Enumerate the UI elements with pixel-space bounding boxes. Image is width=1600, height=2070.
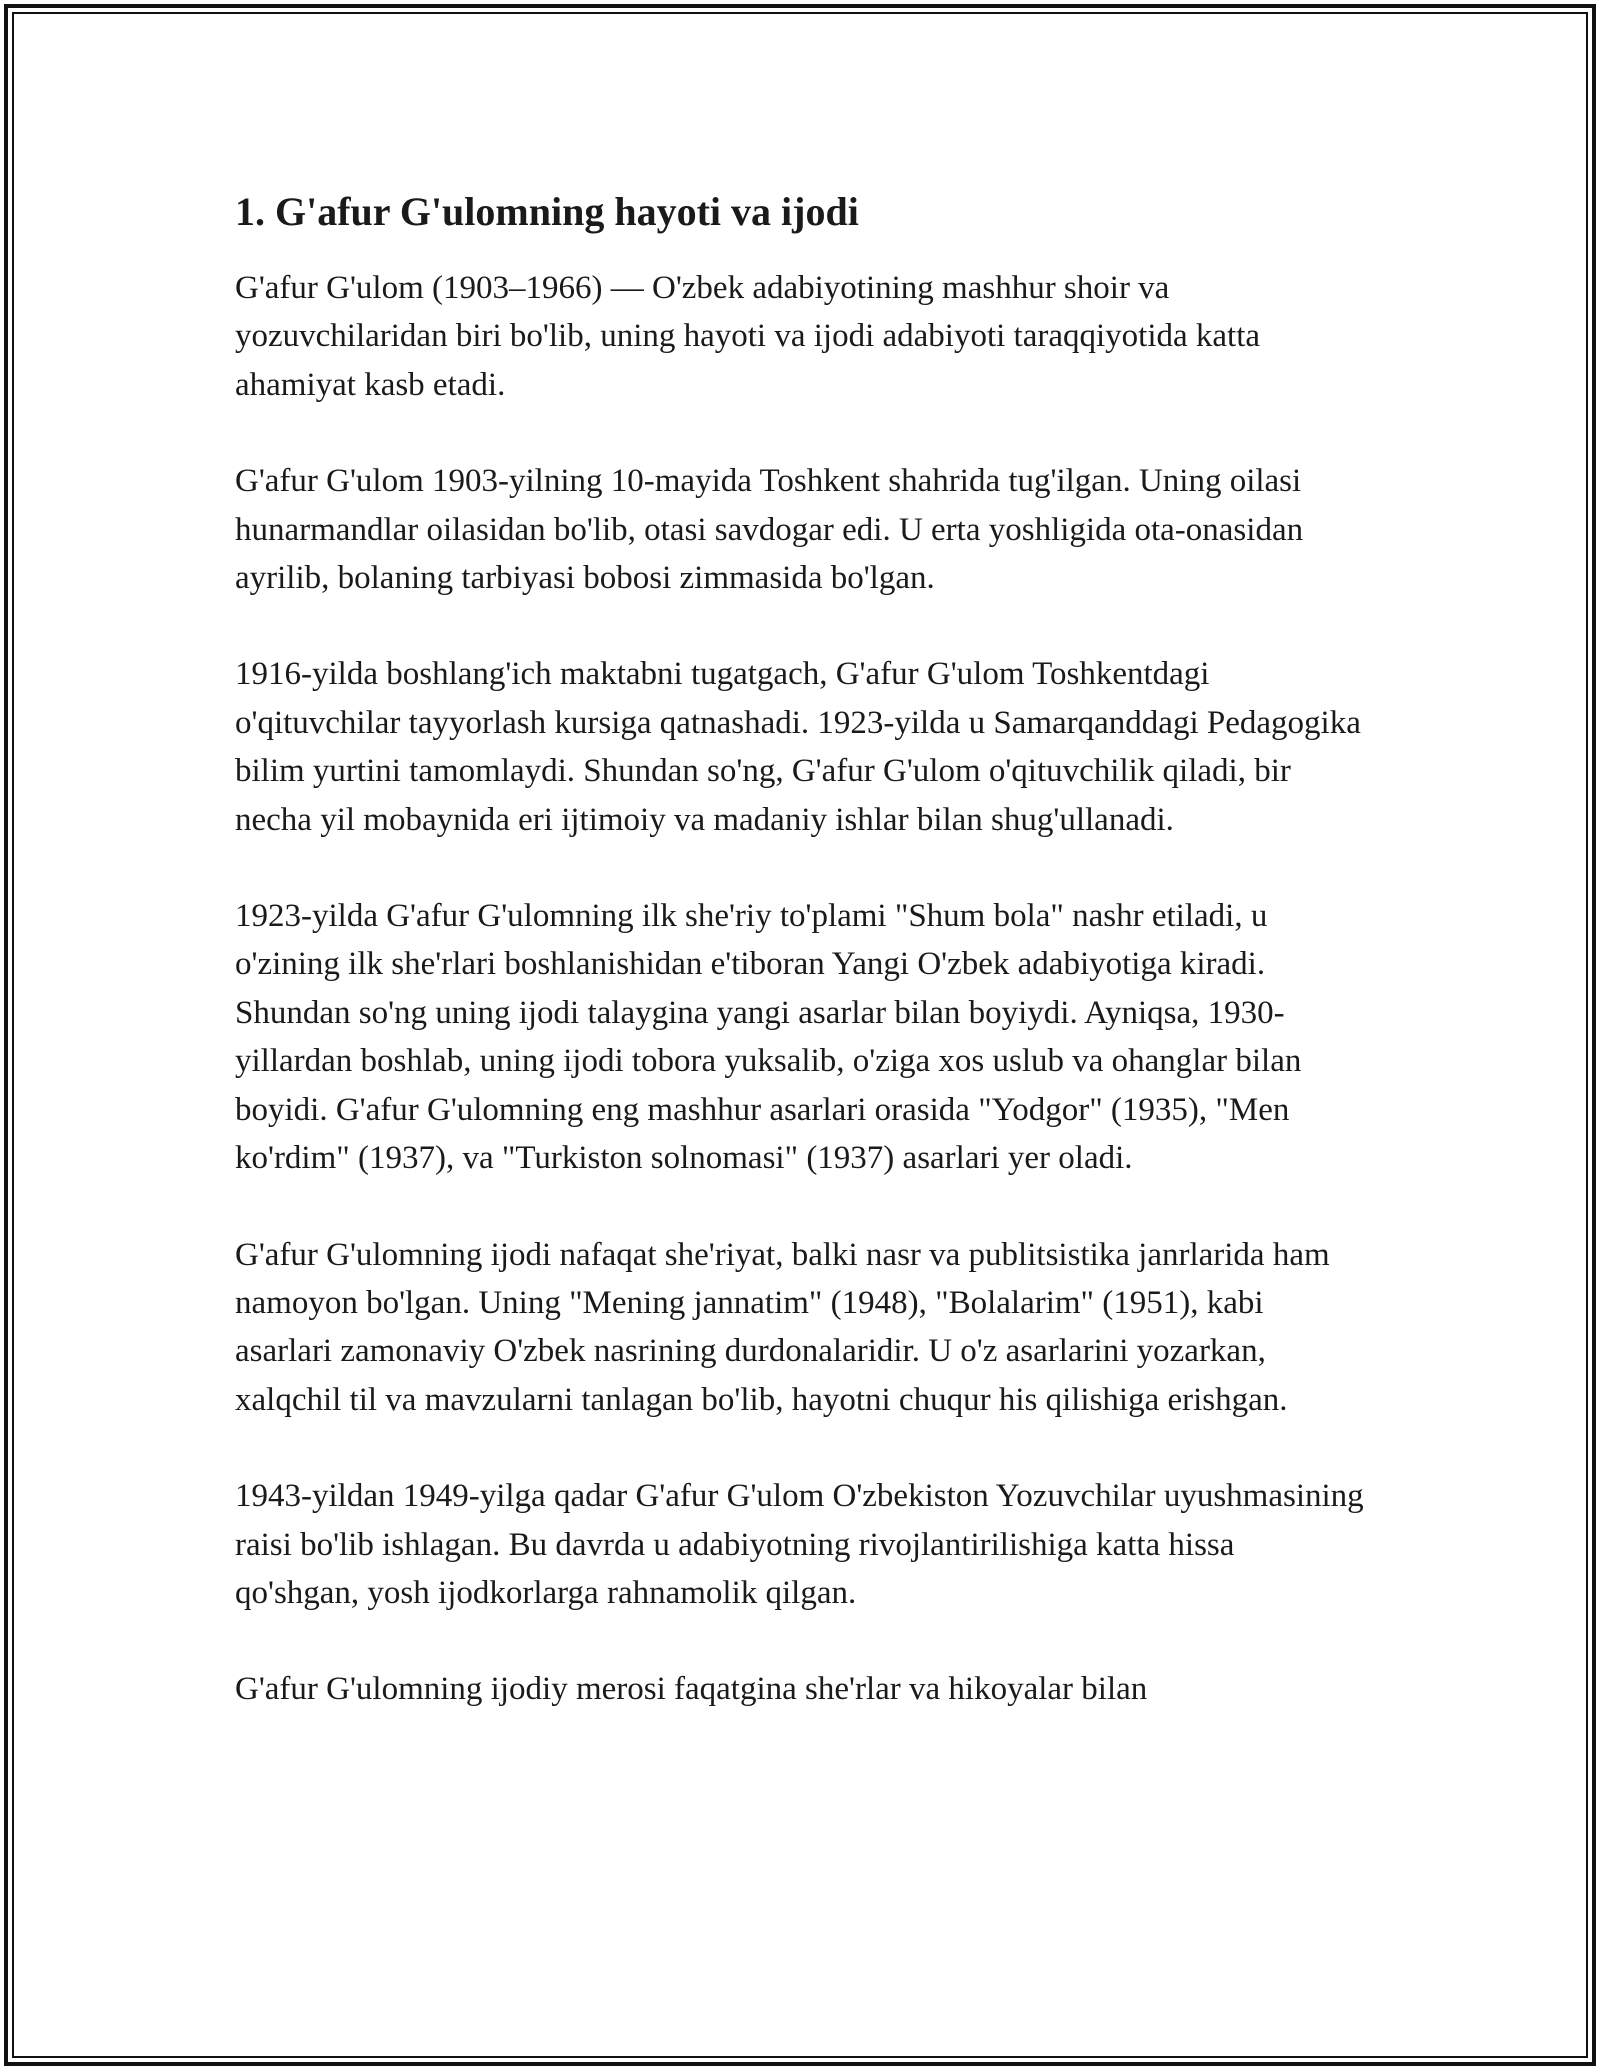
paragraph-legacy: G'afur G'ulomning ijodiy merosi faqatgina she'rlar va hikoyalar bilan xyxy=(235,1671,1148,1708)
paragraph-union: 1943-yildan 1949-yilga qadar G'afur G'ulom O'zbekiston Yozuvchilar uyushmasining raisi bo'lib ishlagan. Bu davrda u adabiyotning rivojlantirilishiga katta hissa qo'shgan, yosh ijodkorlarga rahnamolik qilgan. xyxy=(235,1478,1364,1611)
paragraph-prose: G'afur G'ulomning ijodi nafaqat she'riyat, balki nasr va publitsistika janrlarida ham namoyon bo'lgan. Uning "Mening jannatim" (1948), "Bolalarim" (1951), kabi asarlari zamonaviy O'zbek nasrining durdonalaridir. U o'z asarlarini yozarkan, xalqchil til va mavzularni tanlagan bo'lib, hayotni chuqur his qilishiga erishgan. xyxy=(235,1236,1330,1418)
paragraph-first-works: 1923-yilda G'afur G'ulomning ilk she'riy to'plami "Shum bola" nashr etiladi, u o'zining ilk she'rlari boshlanishidan e'tiboran Yangi O'zbek adabiyotiga kiradi. Shundan so'ng uning ijodi talaygina yangi asarlar bilan boyiydi. Ayniqsa, 1930-yillardan boshlab, uning ijodi tobora yuksalib, o'ziga xos uslub va ohanglar bilan boyidi. G'afur G'ulomning eng mashhur asarlari orasida "Yodgor" (1935), "Men ko'rdim" (1937), va "Turkiston solnomasi" (1937) asarlari yer oladi. xyxy=(235,898,1302,1177)
paragraph-education: 1916-yilda boshlang'ich maktabni tugatgach, G'afur G'ulom Toshkentdagi o'qituvchilar tayyorlash kursiga qatnashadi. 1923-yilda u Samarqanddagi Pedagogika bilim yurtini tamomlaydi. Shundan so'ng, G'afur G'ulom o'qituvchilik qiladi, bir necha yil mobaynida eri ijtimoiy va madaniy ishlar bilan shug'ullanadi. xyxy=(235,656,1361,838)
section-heading: 1. G'afur G'ulomning hayoti va ijodi xyxy=(235,189,859,234)
paragraph-birth: G'afur G'ulom 1903-yilning 10-mayida Toshkent shahrida tug'ilgan. Uning oilasi hunarmandlar oilasidan bo'lib, otasi savdogar edi. U erta yoshligida ota-onasidan ayrilib, bolaning tarbiyasi bobosi zimmasida bo'lgan. xyxy=(235,463,1304,597)
paragraph-intro: G'afur G'ulom (1903–1966) — O'zbek adabiyotining mashhur shoir va yozuvchilaridan biri bo'lib, uning hayoti va ijodi adabiyoti taraqqiyotida katta ahamiyat kasb etadi. xyxy=(235,270,1261,403)
document-page xyxy=(235,186,1365,1762)
